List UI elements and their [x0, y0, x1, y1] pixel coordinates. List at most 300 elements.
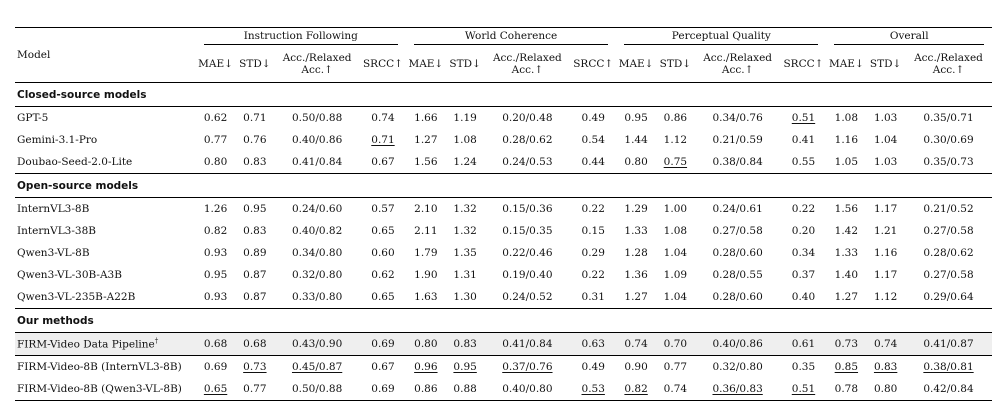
metric-cell: [235, 264, 274, 286]
metric-cell: [446, 356, 485, 379]
metric-value: 1.56: [834, 203, 859, 215]
metric-value: 1.00: [663, 203, 688, 215]
metric-cell: [616, 333, 656, 356]
metric-value: 0.67: [371, 361, 395, 373]
metric-value: 1.04: [663, 291, 688, 303]
metric-cell: [196, 286, 236, 309]
metric-cell: [905, 333, 992, 356]
metric-cell: [826, 333, 866, 356]
section-title: Our methods: [15, 309, 992, 333]
metric-cell: [656, 220, 695, 242]
metric-cell: [485, 356, 571, 379]
metric-cell: [360, 198, 406, 221]
metric-cell: [616, 264, 656, 286]
metric-cell: [406, 242, 446, 264]
metric-cell: [406, 356, 446, 379]
metric-cell: [406, 198, 446, 221]
metric-cell: [274, 242, 360, 264]
metric-cell: [235, 107, 274, 130]
model-name-cell: [15, 107, 196, 130]
metric-value: 1.12: [873, 291, 898, 303]
metric-cell: [274, 198, 360, 221]
metric-cell: [781, 151, 827, 174]
metric-cell: [360, 129, 406, 151]
metric-cell: [656, 356, 695, 379]
metric-cell: [360, 356, 406, 379]
metric-value: 0.49: [581, 112, 605, 124]
metric-value: 0.20: [791, 225, 816, 237]
sub-header-srcc: SRCC↑: [573, 58, 614, 70]
metric-value: 1.17: [873, 269, 898, 281]
model-name: FIRM-Video-8B (InternVL3-8B): [17, 361, 182, 373]
metric-value: 0.22/0.46: [502, 247, 553, 259]
metric-cell: [570, 264, 616, 286]
metric-cell: [235, 286, 274, 309]
metric-value: 0.38/0.81: [923, 361, 974, 373]
metric-value: 0.68: [203, 338, 228, 350]
group-header: [406, 28, 616, 47]
metric-value: 0.41/0.87: [923, 338, 974, 350]
metric-cell: [570, 356, 616, 379]
metric-value: 0.70: [663, 338, 688, 350]
metric-value: 1.16: [834, 134, 859, 146]
metric-cell: [905, 356, 992, 379]
metric-value: 0.76: [243, 134, 267, 146]
metric-cell: [360, 220, 406, 242]
metric-cell: [485, 129, 571, 151]
metric-cell: [570, 107, 616, 130]
metric-value: 0.40/0.80: [502, 383, 553, 395]
metric-cell: [866, 333, 905, 356]
metric-value: 1.36: [624, 269, 648, 281]
metric-cell: [866, 129, 905, 151]
metric-cell: [196, 107, 236, 130]
metric-value: 0.95: [243, 203, 267, 215]
metric-cell: [695, 242, 781, 264]
metric-cell: [781, 264, 827, 286]
table-row: [15, 286, 992, 309]
metric-cell: [905, 129, 992, 151]
table-header: [15, 28, 992, 83]
metric-value: 0.82: [203, 225, 228, 237]
metric-value: 0.63: [581, 338, 605, 350]
metric-cell: [446, 242, 485, 264]
metric-cell: [866, 378, 905, 401]
metric-value: 1.03: [873, 156, 898, 168]
metric-value: 0.67: [371, 156, 395, 168]
metric-cell: [656, 378, 695, 401]
metric-cell: [570, 220, 616, 242]
metric-value: 2.11: [414, 225, 438, 237]
table-row: [15, 378, 992, 401]
sub-header-std: STD↓: [449, 58, 481, 70]
metric-value: 0.77: [203, 134, 228, 146]
metric-value: 1.21: [873, 225, 898, 237]
metric-value: 0.19/0.40: [502, 269, 553, 281]
metric-value: 0.32/0.80: [291, 269, 343, 281]
metric-value: 0.74: [663, 383, 688, 395]
metric-cell: [196, 151, 236, 174]
metric-value: 0.27/0.58: [923, 225, 974, 237]
metric-cell: [446, 198, 485, 221]
metric-cell: [446, 107, 485, 130]
metric-value: 1.08: [834, 112, 859, 124]
metric-cell: [570, 242, 616, 264]
metric-cell: [235, 151, 274, 174]
metric-value: 0.69: [203, 361, 228, 373]
metric-value: 1.79: [414, 247, 438, 259]
model-name: InternVL3-8B: [17, 203, 90, 215]
metric-cell: [656, 333, 695, 356]
metric-value: 0.34/0.76: [712, 112, 763, 124]
metric-value: 0.74: [873, 338, 898, 350]
metric-value: 1.28: [624, 247, 648, 259]
metric-cell: [781, 356, 827, 379]
metric-cell: [826, 286, 866, 309]
metric-value: 0.83: [243, 156, 267, 168]
metric-value: 0.45/0.87: [291, 361, 343, 373]
metric-cell: [866, 242, 905, 264]
metric-cell: [570, 286, 616, 309]
metric-value: 0.28/0.60: [712, 291, 763, 303]
metric-value: 0.65: [371, 291, 395, 303]
metric-cell: [235, 129, 274, 151]
metric-value: 0.71: [243, 112, 267, 124]
sub-header-std: STD↓: [869, 58, 902, 70]
metric-cell: [406, 264, 446, 286]
metric-cell: [826, 242, 866, 264]
metric-cell: [695, 198, 781, 221]
metric-cell: [360, 333, 406, 356]
metric-value: 0.68: [243, 338, 267, 350]
metric-value: 0.41/0.84: [502, 338, 553, 350]
metric-value: 0.55: [791, 156, 816, 168]
metric-cell: [905, 107, 992, 130]
model-name-cell: [15, 378, 196, 401]
metric-value: 0.21/0.52: [923, 203, 974, 215]
metric-value: 0.43/0.90: [291, 338, 343, 350]
table-row: [15, 333, 992, 356]
sub-header-mae: MAE↓: [198, 58, 233, 70]
metric-cell: [570, 333, 616, 356]
metric-cell: [695, 220, 781, 242]
metric-value: 1.04: [663, 247, 688, 259]
metric-cell: [235, 242, 274, 264]
group-header-label: Perceptual Quality: [624, 30, 818, 45]
metric-value: 0.36/0.83: [712, 383, 763, 395]
metric-value: 1.05: [834, 156, 859, 168]
metric-cell: [274, 356, 360, 379]
metric-cell: [781, 198, 827, 221]
metric-cell: [616, 378, 656, 401]
metric-value: 0.29/0.64: [923, 291, 974, 303]
sub-header-acc: Acc./Relaxed Acc.↑: [914, 52, 983, 76]
results-table: [15, 27, 992, 401]
model-name: Qwen3-VL-235B-A22B: [17, 291, 136, 303]
sub-header-srcc: SRCC↑: [783, 58, 824, 70]
metric-cell: [781, 333, 827, 356]
metric-cell: [196, 333, 236, 356]
metric-value: 0.60: [371, 247, 395, 259]
metric-value: 1.32: [453, 203, 477, 215]
sub-header-srcc: SRCC↑: [362, 58, 403, 70]
metric-value: 1.40: [834, 269, 859, 281]
metric-value: 0.24/0.52: [502, 291, 553, 303]
metric-cell: [360, 107, 406, 130]
metric-value: 0.57: [371, 203, 395, 215]
metric-value: 0.28/0.55: [712, 269, 763, 281]
metric-value: 1.12: [663, 134, 688, 146]
metric-value: 0.37/0.76: [502, 361, 553, 373]
metric-cell: [866, 107, 905, 130]
metric-value: 1.17: [873, 203, 898, 215]
metric-cell: [616, 129, 656, 151]
metric-value: 0.51: [791, 383, 816, 395]
table-row: [15, 151, 992, 174]
metric-value: 0.93: [203, 291, 228, 303]
metric-value: 1.56: [414, 156, 438, 168]
metric-value: 0.30/0.69: [923, 134, 974, 146]
metric-value: 0.73: [243, 361, 267, 373]
metric-value: 0.62: [203, 112, 228, 124]
metric-value: 0.27/0.58: [712, 225, 763, 237]
metric-cell: [196, 264, 236, 286]
metric-cell: [866, 286, 905, 309]
metric-value: 0.73: [834, 338, 859, 350]
metric-value: 0.28/0.62: [923, 247, 974, 259]
metric-value: 0.40/0.82: [291, 225, 343, 237]
metric-cell: [274, 264, 360, 286]
metric-value: 0.51: [791, 112, 816, 124]
metric-value: 0.38/0.84: [712, 156, 763, 168]
metric-value: 1.42: [834, 225, 859, 237]
metric-cell: [656, 107, 695, 130]
metric-cell: [274, 129, 360, 151]
metric-cell: [695, 264, 781, 286]
metric-cell: [826, 220, 866, 242]
metric-value: 1.29: [624, 203, 648, 215]
sub-header-std: STD↓: [239, 58, 271, 70]
metric-value: 1.27: [414, 134, 438, 146]
metric-value: 0.75: [663, 156, 688, 168]
model-name: Qwen3-VL-30B-A3B: [17, 269, 122, 281]
metric-cell: [235, 333, 274, 356]
metric-value: 0.77: [663, 361, 688, 373]
metric-cell: [866, 356, 905, 379]
model-name: InternVL3-38B: [17, 225, 96, 237]
sub-header-acc: Acc./Relaxed Acc.↑: [703, 52, 773, 76]
metric-cell: [406, 286, 446, 309]
metric-value: 1.27: [834, 291, 859, 303]
metric-cell: [274, 333, 360, 356]
table-row: [15, 242, 992, 264]
table-body: [15, 83, 992, 401]
metric-cell: [905, 151, 992, 174]
metric-value: 0.93: [203, 247, 228, 259]
metric-cell: [485, 107, 571, 130]
metric-value: 0.74: [371, 112, 395, 124]
metric-cell: [274, 378, 360, 401]
metric-cell: [616, 151, 656, 174]
metric-cell: [826, 378, 866, 401]
metric-cell: [826, 264, 866, 286]
metric-value: 0.65: [371, 225, 395, 237]
metric-value: 1.24: [453, 156, 477, 168]
model-name-cell: [15, 129, 196, 151]
metric-value: 0.74: [624, 338, 648, 350]
metric-cell: [616, 198, 656, 221]
metric-cell: [485, 333, 571, 356]
metric-cell: [616, 356, 656, 379]
metric-cell: [235, 356, 274, 379]
metric-cell: [781, 129, 827, 151]
metric-cell: [485, 151, 571, 174]
metric-value: 1.31: [453, 269, 477, 281]
metric-cell: [274, 107, 360, 130]
sub-header-mae: MAE↓: [618, 58, 654, 70]
metric-cell: [196, 378, 236, 401]
metric-cell: [866, 151, 905, 174]
model-name: FIRM-Video Data Pipeline: [17, 338, 155, 351]
group-header-label: Overall: [834, 30, 984, 45]
metric-cell: [826, 129, 866, 151]
metric-cell: [781, 286, 827, 309]
metric-cell: [570, 378, 616, 401]
metric-cell: [446, 129, 485, 151]
metric-cell: [905, 378, 992, 401]
model-name-cell: [15, 264, 196, 286]
metric-cell: [656, 242, 695, 264]
metric-value: 0.87: [243, 269, 267, 281]
metric-cell: [196, 198, 236, 221]
metric-cell: [446, 378, 485, 401]
metric-value: 0.54: [581, 134, 605, 146]
metric-value: 0.40/0.86: [712, 338, 763, 350]
table-row: [15, 129, 992, 151]
metric-value: 0.80: [203, 156, 228, 168]
metric-cell: [196, 129, 236, 151]
metric-value: 0.21/0.59: [712, 134, 763, 146]
model-name: Qwen3-VL-8B: [17, 247, 90, 259]
sub-header-std: STD↓: [659, 58, 692, 70]
metric-cell: [905, 198, 992, 221]
metric-cell: [695, 356, 781, 379]
metric-value: 0.80: [624, 156, 648, 168]
metric-value: 0.95: [203, 269, 228, 281]
metric-value: 0.83: [873, 361, 898, 373]
sub-header-mae: MAE↓: [828, 58, 864, 70]
metric-value: 1.90: [414, 269, 438, 281]
metric-value: 0.69: [371, 338, 395, 350]
metric-value: 1.32: [453, 225, 477, 237]
metric-cell: [406, 151, 446, 174]
metric-cell: [695, 129, 781, 151]
metric-value: 0.24/0.61: [712, 203, 763, 215]
metric-cell: [446, 151, 485, 174]
model-name: Doubao-Seed-2.0-Lite: [17, 156, 133, 168]
model-name: GPT-5: [17, 112, 49, 124]
metric-cell: [485, 378, 571, 401]
table-row: [15, 264, 992, 286]
metric-cell: [485, 242, 571, 264]
metric-value: 0.95: [453, 361, 477, 373]
metric-value: 1.27: [624, 291, 648, 303]
metric-value: 0.96: [414, 361, 438, 373]
metric-cell: [485, 286, 571, 309]
metric-cell: [570, 198, 616, 221]
metric-value: 0.86: [663, 112, 688, 124]
table-row: [15, 220, 992, 242]
metric-cell: [866, 264, 905, 286]
metric-value: 0.83: [243, 225, 267, 237]
metric-value: 0.15: [581, 225, 605, 237]
metric-value: 0.22: [581, 269, 605, 281]
sub-header-acc: Acc./Relaxed Acc.↑: [492, 52, 562, 76]
metric-cell: [406, 107, 446, 130]
metric-value: 0.15/0.35: [502, 225, 553, 237]
metric-cell: [485, 264, 571, 286]
metric-cell: [446, 220, 485, 242]
metric-value: 0.49: [581, 361, 605, 373]
metric-value: 0.50/0.88: [291, 383, 343, 395]
metric-cell: [274, 151, 360, 174]
group-header: [196, 28, 406, 47]
metric-cell: [446, 333, 485, 356]
model-name-cell: [15, 286, 196, 309]
metric-value: 0.28/0.62: [502, 134, 553, 146]
sub-header-acc: Acc./Relaxed Acc.↑: [282, 52, 352, 76]
metric-value: 0.89: [243, 247, 267, 259]
metric-value: 0.37: [791, 269, 816, 281]
sub-header-mae: MAE↓: [408, 58, 444, 70]
metric-cell: [196, 220, 236, 242]
metric-value: 0.24/0.60: [291, 203, 343, 215]
metric-cell: [616, 107, 656, 130]
metric-cell: [781, 378, 827, 401]
metric-value: 1.19: [453, 112, 477, 124]
section-title: Closed-source models: [15, 83, 992, 107]
metric-value: 0.32/0.80: [712, 361, 763, 373]
metric-value: 1.04: [873, 134, 898, 146]
section-header-row: [15, 83, 992, 107]
group-header-label: Instruction Following: [204, 30, 398, 45]
model-name-cell: [15, 242, 196, 264]
metric-value: 0.24/0.53: [502, 156, 553, 168]
metric-value: 0.35/0.71: [923, 112, 974, 124]
metric-value: 0.35/0.73: [923, 156, 974, 168]
metric-cell: [695, 151, 781, 174]
metric-cell: [616, 220, 656, 242]
metric-value: 1.16: [873, 247, 898, 259]
metric-value: 1.30: [453, 291, 477, 303]
metric-value: 0.69: [371, 383, 395, 395]
metric-cell: [656, 129, 695, 151]
metric-value: 0.95: [624, 112, 648, 124]
metric-value: 0.61: [791, 338, 816, 350]
metric-value: 0.15/0.36: [502, 203, 553, 215]
metric-cell: [905, 264, 992, 286]
metric-value: 0.65: [203, 383, 228, 395]
metric-cell: [866, 198, 905, 221]
metric-value: 0.29: [581, 247, 605, 259]
table-row: [15, 356, 992, 379]
metric-cell: [196, 242, 236, 264]
metric-cell: [360, 242, 406, 264]
metric-cell: [446, 264, 485, 286]
metric-value: 0.87: [243, 291, 267, 303]
metric-cell: [570, 151, 616, 174]
metric-value: 0.62: [371, 269, 395, 281]
